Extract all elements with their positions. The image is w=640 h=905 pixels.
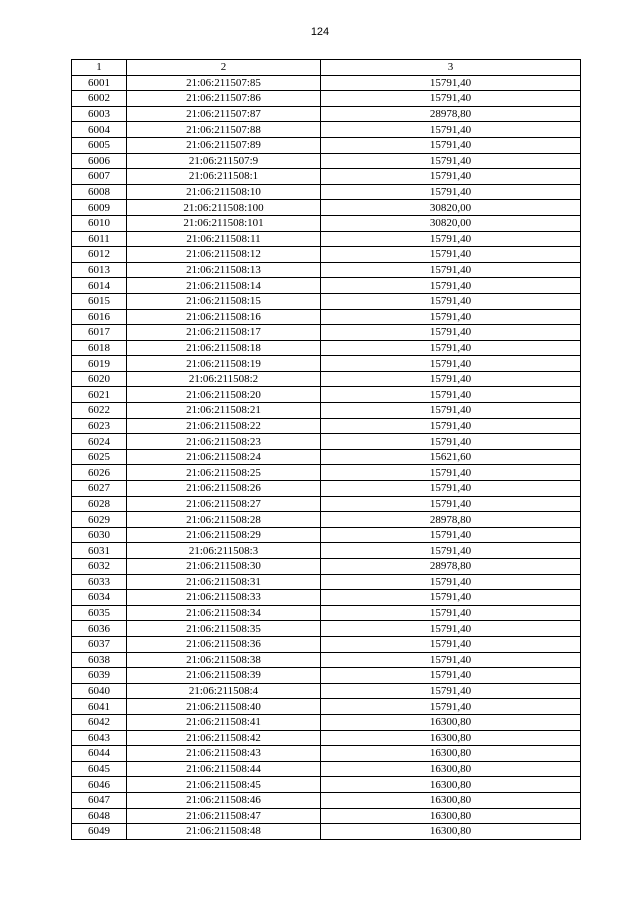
row-number-cell: 6031: [72, 543, 127, 559]
cadastral-number-cell: 21:06:211508:11: [127, 231, 321, 247]
row-number-cell: 6002: [72, 91, 127, 107]
row-number-cell: 6007: [72, 169, 127, 185]
value-cell: 15791,40: [321, 590, 581, 606]
table-row: [72, 200, 581, 216]
table-row: [72, 122, 581, 138]
row-number-cell: 6042: [72, 714, 127, 730]
table-row: [72, 559, 581, 575]
table-row: [72, 247, 581, 263]
column-header-1: 1: [72, 60, 127, 76]
table-row: [72, 683, 581, 699]
cadastral-number-cell: 21:06:211508:34: [127, 605, 321, 621]
table-row: [72, 621, 581, 637]
cadastral-number-cell: 21:06:211508:20: [127, 387, 321, 403]
value-cell: 15791,40: [321, 293, 581, 309]
value-cell: 15791,40: [321, 184, 581, 200]
row-number-cell: 6046: [72, 777, 127, 793]
value-cell: 15791,40: [321, 387, 581, 403]
cadastral-number-cell: 21:06:211508:38: [127, 652, 321, 668]
table-row: [72, 761, 581, 777]
cadastral-number-cell: 21:06:211508:47: [127, 808, 321, 824]
table-row: [72, 325, 581, 341]
table-row: [72, 496, 581, 512]
column-header-2: 2: [127, 60, 321, 76]
row-number-cell: 6025: [72, 449, 127, 465]
row-number-cell: 6020: [72, 371, 127, 387]
column-header-3: 3: [321, 60, 581, 76]
table-row: [72, 309, 581, 325]
row-number-cell: 6034: [72, 590, 127, 606]
cadastral-number-cell: 21:06:211508:35: [127, 621, 321, 637]
cadastral-number-cell: 21:06:211508:45: [127, 777, 321, 793]
cadastral-number-cell: 21:06:211508:42: [127, 730, 321, 746]
value-cell: 16300,80: [321, 761, 581, 777]
table-row: [72, 777, 581, 793]
cadastral-number-cell: 21:06:211507:89: [127, 137, 321, 153]
cadastral-number-cell: 21:06:211508:2: [127, 371, 321, 387]
row-number-cell: 6036: [72, 621, 127, 637]
cadastral-number-cell: 21:06:211508:39: [127, 668, 321, 684]
row-number-cell: 6044: [72, 746, 127, 762]
table-row: [72, 465, 581, 481]
table-header-row: [72, 60, 581, 76]
cadastral-number-cell: 21:06:211508:13: [127, 262, 321, 278]
row-number-cell: 6014: [72, 278, 127, 294]
table-row: [72, 792, 581, 808]
table-row: [72, 371, 581, 387]
value-cell: 28978,80: [321, 559, 581, 575]
cadastral-number-cell: 21:06:211508:44: [127, 761, 321, 777]
value-cell: 15791,40: [321, 231, 581, 247]
cadastral-number-cell: 21:06:211508:28: [127, 512, 321, 528]
cadastral-number-cell: 21:06:211507:9: [127, 153, 321, 169]
row-number-cell: 6023: [72, 418, 127, 434]
value-cell: 15791,40: [321, 278, 581, 294]
value-cell: 15791,40: [321, 309, 581, 325]
table-row: [72, 403, 581, 419]
row-number-cell: 6009: [72, 200, 127, 216]
table-row: [72, 418, 581, 434]
row-number-cell: 6043: [72, 730, 127, 746]
value-cell: 15791,40: [321, 325, 581, 341]
value-cell: 15791,40: [321, 699, 581, 715]
value-cell: 15791,40: [321, 371, 581, 387]
value-cell: 30820,00: [321, 200, 581, 216]
cadastral-number-cell: 21:06:211508:1: [127, 169, 321, 185]
table-row: [72, 75, 581, 91]
cadastral-number-cell: 21:06:211508:14: [127, 278, 321, 294]
row-number-cell: 6010: [72, 215, 127, 231]
data-table: [71, 59, 581, 840]
cadastral-number-cell: 21:06:211508:19: [127, 356, 321, 372]
table-row: [72, 574, 581, 590]
cadastral-number-cell: 21:06:211508:33: [127, 590, 321, 606]
row-number-cell: 6016: [72, 309, 127, 325]
row-number-cell: 6008: [72, 184, 127, 200]
value-cell: 15791,40: [321, 605, 581, 621]
table-row: [72, 730, 581, 746]
cadastral-number-cell: 21:06:211508:16: [127, 309, 321, 325]
table-row: [72, 714, 581, 730]
cadastral-number-cell: 21:06:211508:48: [127, 824, 321, 840]
cadastral-number-cell: 21:06:211508:23: [127, 434, 321, 450]
row-number-cell: 6001: [72, 75, 127, 91]
row-number-cell: 6011: [72, 231, 127, 247]
table-row: [72, 699, 581, 715]
row-number-cell: 6028: [72, 496, 127, 512]
value-cell: 15791,40: [321, 75, 581, 91]
row-number-cell: 6030: [72, 527, 127, 543]
value-cell: 15791,40: [321, 652, 581, 668]
table-row: [72, 824, 581, 840]
value-cell: 15791,40: [321, 621, 581, 637]
table-row: [72, 590, 581, 606]
value-cell: 30820,00: [321, 215, 581, 231]
cadastral-number-cell: 21:06:211508:27: [127, 496, 321, 512]
table-row: [72, 356, 581, 372]
value-cell: 15791,40: [321, 403, 581, 419]
cadastral-number-cell: 21:06:211507:88: [127, 122, 321, 138]
cadastral-number-cell: 21:06:211508:4: [127, 683, 321, 699]
table-row: [72, 231, 581, 247]
row-number-cell: 6021: [72, 387, 127, 403]
table-row: [72, 652, 581, 668]
cadastral-number-cell: 21:06:211508:24: [127, 449, 321, 465]
table-row: [72, 605, 581, 621]
value-cell: 15791,40: [321, 574, 581, 590]
row-number-cell: 6022: [72, 403, 127, 419]
cadastral-number-cell: 21:06:211508:40: [127, 699, 321, 715]
row-number-cell: 6013: [72, 262, 127, 278]
table-row: [72, 449, 581, 465]
value-cell: 15791,40: [321, 481, 581, 497]
row-number-cell: 6037: [72, 636, 127, 652]
cadastral-number-cell: 21:06:211508:46: [127, 792, 321, 808]
value-cell: 15791,40: [321, 418, 581, 434]
cadastral-number-cell: 21:06:211508:25: [127, 465, 321, 481]
row-number-cell: 6024: [72, 434, 127, 450]
table-row: [72, 262, 581, 278]
row-number-cell: 6047: [72, 792, 127, 808]
row-number-cell: 6032: [72, 559, 127, 575]
row-number-cell: 6012: [72, 247, 127, 263]
table-row: [72, 340, 581, 356]
value-cell: 15791,40: [321, 543, 581, 559]
value-cell: 15621,60: [321, 449, 581, 465]
row-number-cell: 6006: [72, 153, 127, 169]
value-cell: 15791,40: [321, 262, 581, 278]
cadastral-number-cell: 21:06:211508:100: [127, 200, 321, 216]
table-row: [72, 668, 581, 684]
row-number-cell: 6015: [72, 293, 127, 309]
value-cell: 28978,80: [321, 106, 581, 122]
row-number-cell: 6048: [72, 808, 127, 824]
table-row: [72, 543, 581, 559]
value-cell: 15791,40: [321, 434, 581, 450]
cadastral-number-cell: 21:06:211508:26: [127, 481, 321, 497]
value-cell: 15791,40: [321, 122, 581, 138]
value-cell: 15791,40: [321, 137, 581, 153]
row-number-cell: 6018: [72, 340, 127, 356]
table-row: [72, 184, 581, 200]
row-number-cell: 6027: [72, 481, 127, 497]
value-cell: 16300,80: [321, 808, 581, 824]
cadastral-number-cell: 21:06:211507:85: [127, 75, 321, 91]
cadastral-number-cell: 21:06:211508:31: [127, 574, 321, 590]
row-number-cell: 6026: [72, 465, 127, 481]
cadastral-number-cell: 21:06:211508:30: [127, 559, 321, 575]
value-cell: 15791,40: [321, 153, 581, 169]
table-row: [72, 137, 581, 153]
row-number-cell: 6005: [72, 137, 127, 153]
value-cell: 15791,40: [321, 668, 581, 684]
cadastral-number-cell: 21:06:211508:21: [127, 403, 321, 419]
value-cell: 15791,40: [321, 636, 581, 652]
row-number-cell: 6041: [72, 699, 127, 715]
cadastral-number-cell: 21:06:211508:41: [127, 714, 321, 730]
value-cell: 15791,40: [321, 527, 581, 543]
value-cell: 15791,40: [321, 247, 581, 263]
row-number-cell: 6033: [72, 574, 127, 590]
table-body: [72, 75, 581, 839]
row-number-cell: 6017: [72, 325, 127, 341]
table-row: [72, 434, 581, 450]
table-row: [72, 278, 581, 294]
row-number-cell: 6038: [72, 652, 127, 668]
row-number-cell: 6040: [72, 683, 127, 699]
table-row: [72, 512, 581, 528]
table-row: [72, 91, 581, 107]
table-row: [72, 387, 581, 403]
page-number: 124: [310, 26, 330, 38]
cadastral-number-cell: 21:06:211507:87: [127, 106, 321, 122]
cadastral-number-cell: 21:06:211508:43: [127, 746, 321, 762]
row-number-cell: 6019: [72, 356, 127, 372]
cadastral-number-cell: 21:06:211508:10: [127, 184, 321, 200]
cadastral-number-cell: 21:06:211508:29: [127, 527, 321, 543]
row-number-cell: 6035: [72, 605, 127, 621]
cadastral-number-cell: 21:06:211508:17: [127, 325, 321, 341]
value-cell: 15791,40: [321, 465, 581, 481]
table-row: [72, 481, 581, 497]
table-row: [72, 527, 581, 543]
value-cell: 15791,40: [321, 683, 581, 699]
table-row: [72, 808, 581, 824]
cadastral-number-cell: 21:06:211507:86: [127, 91, 321, 107]
value-cell: 15791,40: [321, 169, 581, 185]
row-number-cell: 6003: [72, 106, 127, 122]
cadastral-number-cell: 21:06:211508:15: [127, 293, 321, 309]
row-number-cell: 6039: [72, 668, 127, 684]
row-number-cell: 6029: [72, 512, 127, 528]
table-row: [72, 169, 581, 185]
cadastral-number-cell: 21:06:211508:18: [127, 340, 321, 356]
value-cell: 15791,40: [321, 496, 581, 512]
value-cell: 16300,80: [321, 746, 581, 762]
cadastral-number-cell: 21:06:211508:12: [127, 247, 321, 263]
value-cell: 16300,80: [321, 777, 581, 793]
row-number-cell: 6049: [72, 824, 127, 840]
table-row: [72, 293, 581, 309]
value-cell: 16300,80: [321, 824, 581, 840]
cadastral-number-cell: 21:06:211508:101: [127, 215, 321, 231]
value-cell: 16300,80: [321, 714, 581, 730]
value-cell: 16300,80: [321, 792, 581, 808]
row-number-cell: 6045: [72, 761, 127, 777]
table-row: [72, 106, 581, 122]
table-row: [72, 215, 581, 231]
value-cell: 15791,40: [321, 356, 581, 372]
table-row: [72, 153, 581, 169]
value-cell: 15791,40: [321, 91, 581, 107]
row-number-cell: 6004: [72, 122, 127, 138]
cadastral-number-cell: 21:06:211508:3: [127, 543, 321, 559]
cadastral-number-cell: 21:06:211508:22: [127, 418, 321, 434]
table-row: [72, 636, 581, 652]
value-cell: 16300,80: [321, 730, 581, 746]
cadastral-number-cell: 21:06:211508:36: [127, 636, 321, 652]
value-cell: 28978,80: [321, 512, 581, 528]
value-cell: 15791,40: [321, 340, 581, 356]
table-row: [72, 746, 581, 762]
